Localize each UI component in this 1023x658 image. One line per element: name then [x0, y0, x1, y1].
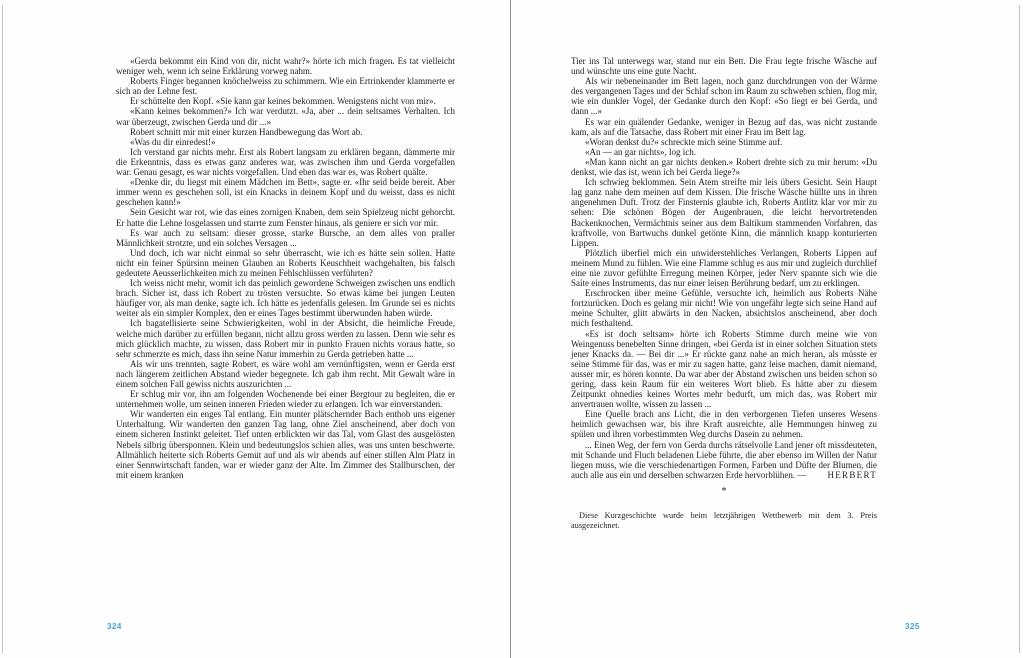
paragraph: Und doch, ich war nicht einmal so sehr überrascht, wie ich es hätte sein sollen. Hatte nicht ein feiner Spürsinn meinen Glauben an Roberts Keuschheit wachgehalten, bis falsch gedeutete Aeusserlichkeiten mich zu meinen Fehlschlüssen verführten?	[116, 247, 455, 278]
left-page-edge-line	[2, 5, 3, 653]
paragraph: Robert schnitt mir mit einer kurzen Handbewegung das Wort ab.	[130, 126, 363, 137]
paragraph: Er schlug mir vor, ihn am folgenden Wochenende bei einer Bergtour zu begleiten, die er unternehmen wolle, um seinen inneren Frieden wieder zu erlangen. Ich war einverstanden.	[116, 389, 455, 410]
closing-paragraph	[571, 440, 877, 480]
right-page-edge-line	[1019, 5, 1020, 653]
paragraph: Ich schwieg beklommen. Sein Atem streifte mir leis übers Gesicht. Sein Haupt lag ganz nahe dem meinen auf dem Kissen. Die frische Wäsche hüllte uns in ihren angenehmen Duft. Trotz der Finsternis glaubte ich, Roberts Antlitz klar vor mir zu sehen: Die schönen Bögen der Augenbrauen, die leicht hervortretenden Backenknochen, Vermächtnis seiner aus dem Baltikum stammenden Vorfahren, das kraftvolle, von Bartwuchs dunkel getönte Kinn, die männlich knapp konturierten Lippen.	[571, 177, 877, 248]
paragraph: «Gerda bekommt ein Kind von dir, nicht wahr?» hörte ich mich fragen. Es tat vielleicht weniger weh, wenn ich seine Erklärung vorweg nahm.	[116, 56, 455, 77]
left-page-paragraphs	[116, 56, 455, 480]
paragraph: Sein Gesicht war rot, wie das eines zornigen Knaben, dem sein Spielzeug nicht gehorcht. Er hatte die Lehne losgelassen und starrte zum Fenster hinaus, als geniere er sich vor mir.	[116, 207, 455, 228]
paragraph: Erschrocken über meine Gefühle, versuchte ich, heimlich aus Roberts Nähe fortzurücken. Doch es gelang mir nicht! Wie von ungefähr legte sich seine Hand auf meine Schulter, glitt abwärts in den Nacken, absichtslos anscheinend, aber doch mich festhaltend.	[571, 288, 877, 329]
paragraph: Ich verstand gar nichts mehr. Erst als Robert langsam zu erklären begann, dämmerte mir die Erkenntnis, dass es etwas ganz anderes war, was zwischen ihm und Gerda vorgefallen war. Genau gesagt, es war nichts vorgefallen. Und eben das war es, was Robert quälte.	[116, 146, 455, 178]
right-page-paragraphs	[571, 56, 877, 440]
page-divider-line	[510, 0, 511, 658]
paragraph: Als wir uns trennten, sagte Robert, es wäre wohl am vernünftigsten, wenn er Gerda erst nach längerem zeitlichen Abstand wieder begegnete. Ich gab ihm recht. Mit Gewalt wäre in einem solchen Fall gewiss nichts auszurichten ...	[116, 358, 455, 389]
paragraph: «Es ist doch seltsam» hörte ich Roberts Stimme durch meine wie von Weingenuss benebelten Sinne dringen, «bei Gerda ist in einer solchen Situation stets jener Knacks da. — Bei dir ...» Er rückte ganz nahe an mich heran, als müsste er seine Stimme für das, was er mir zu sagen hatte, ganz leise machen, damit niemand, ausser mir, es hören konnte. Da war aber der Abstand zwischen uns beiden schon so gering, dass kein Raum für ein weiteres Wort blieb. Es hätte aber zu diesem Zeitpunkt ohnedies keines Wortes mehr bedurft, um mich das, was Robert mir anvertrauen wollte, wissen zu lassen ...	[571, 328, 877, 410]
paragraph: «Man kann nicht an gar nichts denken.» Robert drehte sich zu mir herum: «Du denkst, wie das ist, wenn ich bei Gerda liege?»	[571, 156, 877, 178]
paragraph: Es war auch zu seltsam: dieser grosse, starke Bursche, an dem alles von praller Männlichkeit strotzte, und ein solches Versagen ...	[116, 227, 455, 248]
right-page-number: 325	[905, 622, 920, 631]
paragraph: «Kann keines bekommen?» Ich war verdutzt. «Ja, aber ... dein seltsames Verhalten. Ich war überzeugt, zwischen Gerda und dir ...»	[116, 106, 455, 127]
paragraph: Roberts Finger begannen knöchelweiss zu schimmern. Wie ein Ertrinkender klammerte er sich an der Lehne fest.	[116, 76, 455, 97]
closing-text: ... Einen Weg, der fern von Gerda durchs rätselvolle Land jener oft missdeuteten, mit Schande und Fluch beladenen Liebe führte, die aber ebenso im Willen der Natur liegen muss, wie die verschiedenartigen Formen, Farben und Düfte der Blumen, die auch alle aus ein und derselben schwarzen Erde hervorblühen. —	[571, 439, 877, 480]
prize-footnote: Diese Kurzgeschichte wurde beim letztjährigen Wettbewerb mit dem 3. Preis ausgezeichnet.	[571, 510, 877, 531]
paragraph: «Denke dir, du liegst mit einem Mädchen im Bett», sagte er. «Ihr seid beide bereit. Aber immer wenn es geschehen soll, ist ein Knacks in deinem Kopf und du weisst, dass es nicht geschehen kann!»	[116, 177, 455, 208]
paragraph: Ich bagatellisierte seine Schwierigkeiten, wohl in der Absicht, die heimliche Freude, welche mich darüber zu erfüllen begann, nicht allzu gross werden zu lassen. Denn wie sehr es mich glücklich machte, zu wissen, dass Robert mir in punkto Frauen nichts voraus hatte, so sehr schmerzte es mich, dass ihn seine Natur immerhin zu Gerda getrieben hatte ...	[116, 318, 455, 359]
paragraph: Tier ins Tal unterwegs war, stand nur ein Bett. Die Frau legte frische Wäsche auf und wünschte uns eine gute Nacht.	[571, 56, 877, 77]
paragraph: Als wir nebeneinander im Bett lagen, noch ganz durchdrungen von der Wärme des vergangenen Tages und der Schlaf schon im Raum zu schweben schien, flog mir, wie ein dunkler Vogel, der Gedanke durch den Kopf: «So liegt er bei Gerda, und dann ...»	[571, 76, 877, 117]
paragraph: Plötzlich überfiel mich ein unwiderstehliches Verlangen, Roberts Lippen auf meinem Mund zu fühlen. Wie eine Flamme schlug es aus mir und zugleich durchlief eine nie zuvor gefühlte Erregung meinen Körper, jeder Nerv spannte sich wie die Saite eines Instruments, das nur einer leisen Berührung bedarf, um zu erklingen.	[571, 247, 877, 289]
left-page-number: 324	[107, 622, 122, 631]
paragraph: Es war ein quälender Gedanke, weniger in Bezug auf das, was nicht zustande kam, als auf die Tatsache, dass Robert mit einer Frau im Bett lag.	[571, 116, 877, 137]
right-page-text-column	[571, 56, 877, 532]
section-separator-asterisk: *	[721, 485, 727, 497]
paragraph: «Was du dir einredest!»	[130, 136, 216, 147]
author-signature: HERBERT	[827, 469, 877, 480]
paragraph: Eine Quelle brach ans Licht, die in den verborgenen Tiefen unseres Wesens heimlich gewachsen war, bis ihre Kraft ausreichte, alle Hemmungen hinweg zu spülen und ihren vorbestimmten Weg durchs Dasein zu nehmen.	[571, 409, 877, 440]
paragraph: «Woran denkst du?» schreckte mich seine Stimme auf.	[585, 136, 783, 147]
paragraph: Wir wanderten ein enges Tal entlang. Ein munter plätschernder Bach enthob uns eigener Unterhaltung. Wir wanderten den ganzen Tag lang, ohne Ziel anscheinend, aber doch von einem sicheren Instinkt geleitet. Tief unten erblickten wir das Tal, vom Glast des ausgelösten Nebels silbrig übersponnen. Klein und bedeutungslos schien alles, was uns unten beschwerte. Allmählich heiterte sich Roberts Gemüt auf und als wir abends auf einer stillen Alm Platz in einer Sennwirtschaft fanden, war er wieder ganz der Alte. Im Zimmer des Stallburschen, der mit einem kranken	[116, 409, 455, 480]
paragraph: «An — an gar nichts», log ich.	[585, 146, 696, 157]
paragraph: Er schüttelte den Kopf. «Sie kann gar keines bekommen. Wenigstens nicht von mir».	[130, 96, 436, 107]
left-page-text-column	[116, 56, 455, 480]
paragraph: Ich weiss nicht mehr, womit ich das peinlich gewordene Schweigen zwischen uns endlich brach. Sicher ist, dass ich Robert zu trösten versuchte. So etwas käme bei jungen Leuten häufiger vor, als man denke, sagte ich. Ich hätte es jedenfalls gelesen. Im Grunde sei es nichts weiter als ein simpler Komplex, den er eines Tages bestimmt überwunden haben würde.	[116, 278, 455, 319]
